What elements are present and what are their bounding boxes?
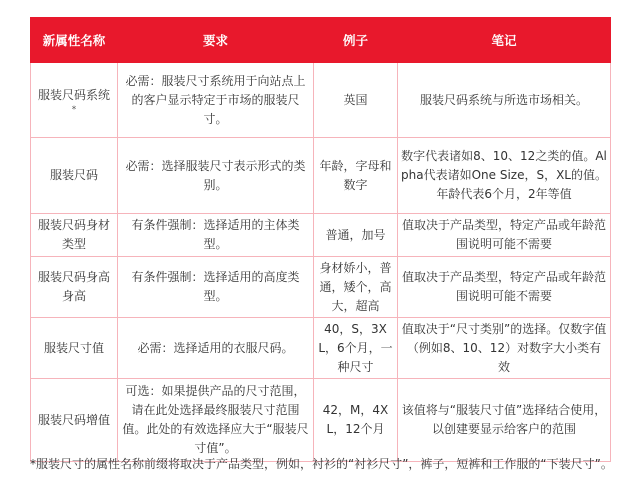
cell-requirement: 可选：如果提供产品的尺寸范围，请在此处选择最终服装尺寸范围值。此处的有效选择应大于“服装尺寸值”。 (118, 379, 314, 462)
cell-example: 年龄，字母和数字 (314, 138, 398, 214)
table-row (31, 257, 611, 318)
cell-attribute-name: 服装尺寸值 (31, 318, 118, 379)
cell-requirement: 必需：服装尺寸系统用于向站点上的客户显示特定于市场的服装尺寸。 (118, 63, 314, 138)
footnote-marker: * (71, 104, 77, 115)
cell-example: 普通，加号 (314, 214, 398, 257)
cell-attribute-name: 服装尺码身材类型 (31, 214, 118, 257)
header-note: 笔记 (398, 18, 611, 63)
cell-note: 值取决于产品类型，特定产品或年龄范围说明可能不需要 (398, 214, 611, 257)
cell-example: 42，M，4XL，12个月 (314, 379, 398, 462)
cell-note: 值取决于产品类型，特定产品或年龄范围说明可能不需要 (398, 257, 611, 318)
attribute-name-text: 服装尺码系统 (37, 87, 110, 102)
cell-note: 该值将与“服装尺寸值”选择结合使用，以创建要显示给客户的范围 (398, 379, 611, 462)
cell-requirement: 必需：选择适用的衣服尺码。 (118, 318, 314, 379)
cell-requirement: 必需：选择服装尺寸表示形式的类别。 (118, 138, 314, 214)
cell-example: 身材娇小，普通，矮个，高大，超高 (314, 257, 398, 318)
header-requirement: 要求 (118, 18, 314, 63)
cell-note: 服装尺码系统与所选市场相关。 (398, 63, 611, 138)
table-row (31, 63, 611, 138)
cell-attribute-name: 服装尺码 (31, 138, 118, 214)
cell-attribute-name: 服装尺码身高身高 (31, 257, 118, 318)
header-attribute-name: 新属性名称 (31, 18, 118, 63)
cell-requirement: 有条件强制：选择适用的主体类型。 (118, 214, 314, 257)
cell-requirement: 有条件强制：选择适用的高度类型。 (118, 257, 314, 318)
table-row (31, 214, 611, 257)
cell-note: 值取决于“尺寸类别”的选择。仅数字值（例如8、10、12）对数字大小类有效 (398, 318, 611, 379)
table-header-row (31, 18, 611, 63)
clothing-size-attributes-table (30, 17, 611, 462)
cell-attribute-name (31, 63, 118, 138)
cell-attribute-name: 服装尺码增值 (31, 379, 118, 462)
table-row (31, 138, 611, 214)
table-footnote: *服装尺寸的属性名称前缀将取决于产品类型，例如，衬衫的“衬衫尺寸”，裤子，短裤和工作服的“下装尺寸”。 (30, 457, 613, 471)
cell-example: 英国 (314, 63, 398, 138)
attributes-table-container (30, 17, 610, 462)
cell-note: 数字代表诸如8、10、12之类的值。Alpha代表诸如One Size，S，XL的值。年龄代表6个月，2年等值 (398, 138, 611, 214)
cell-example: 40，S，3XL，6个月，一种尺寸 (314, 318, 398, 379)
table-row (31, 379, 611, 462)
table-row (31, 318, 611, 379)
header-example: 例子 (314, 18, 398, 63)
